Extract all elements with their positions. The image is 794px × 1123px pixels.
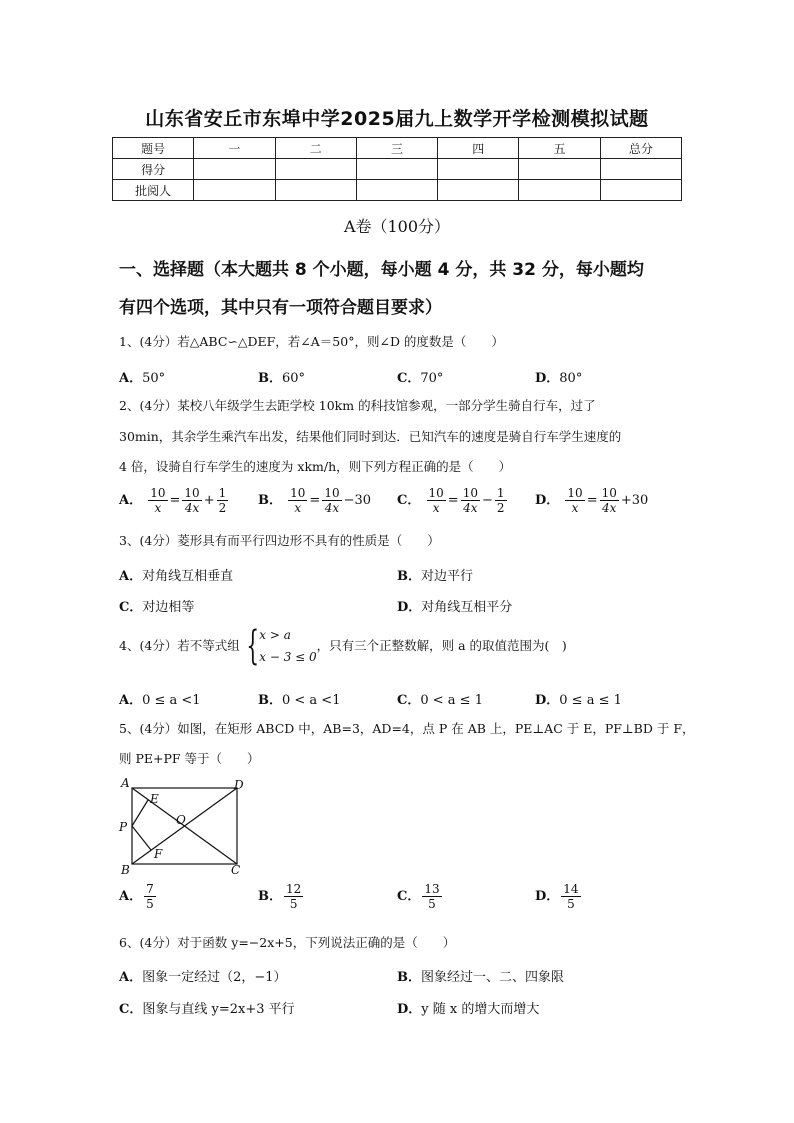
option-label: D． [397,600,422,615]
score-table-row [113,180,682,201]
fraction [495,486,507,515]
denominator: 2 [218,501,227,515]
label-a: A [121,776,130,790]
numerator: 10 [567,486,583,500]
part1-heading-line2: 有四个选项，其中只有一项符合题目要求） [119,298,442,318]
fraction [561,882,580,911]
q2-line1: 2、(4分）某校八年级学生去距学校 10km 的科技馆参观，一部分学生骑自行车，过了 [119,398,596,413]
label-c: C [231,863,241,876]
score-cell-empty [600,180,681,201]
option-text: 0 ≤ a ≤ 1 [559,693,622,708]
score-cell-empty [356,159,437,180]
score-cell-empty [275,180,356,201]
option-label: C． [397,693,421,708]
operator: = [586,493,598,508]
option-text: 80° [559,371,583,386]
option-text: y 随 x 的增大而增大 [421,1002,540,1017]
q1-option-a [119,367,165,386]
score-table-row [113,159,682,180]
option-label: B． [258,493,282,508]
denominator: 2 [496,501,505,515]
option-label: B． [397,569,421,584]
q6-option-a [119,966,287,985]
fraction [284,882,303,911]
score-table-cell: 一 [194,138,275,159]
q5-line2: 则 PE+PF 等于（ ） [119,751,260,766]
numerator: 10 [428,486,444,500]
fraction [217,486,229,515]
label-f: F [154,847,163,861]
numerator: 12 [286,882,302,896]
q4-option-c [397,689,483,708]
label-o: O [176,813,186,827]
option-label: C． [397,889,421,904]
score-cell-empty [519,159,600,180]
q5-option-d [535,882,583,911]
denominator: x [432,501,440,515]
q4-option-d [535,689,622,708]
numerator: 10 [601,486,617,500]
denominator: 4x [324,501,340,515]
label-p: P [119,820,128,834]
q6-option-b [397,966,564,985]
q5-line1: 5、(4分）如图，在矩形 ABCD 中，AB=3，AD=4，点 P 在 AB 上，PE⊥AC 于 E，PF⊥BD 于 F， [119,721,695,736]
option-label: A． [119,371,143,386]
score-table-cell: 总分 [600,138,681,159]
option-text: 0 < a ≤ 1 [420,693,483,708]
operator: − [481,493,493,508]
score-cell-empty [600,159,681,180]
option-label: A． [119,493,143,508]
fraction [565,486,584,515]
brace-symbol: { [246,623,259,669]
denominator: x [154,501,162,515]
score-table-cell: 三 [356,138,437,159]
fraction [600,486,619,515]
option-label: C． [119,600,143,615]
q6-option-d [397,998,539,1017]
q4-option-a [119,689,201,708]
q3-option-d [397,596,512,615]
q2-line2: 30min，其余学生乘汽车出发，结果他们同时到达．已知汽车的速度是骑自行车学生速度的 [119,429,622,444]
denominator: 5 [428,897,436,911]
q3-stem: 3、(4分）菱形具有而平行四边形不具有的性质是（ ） [119,533,440,548]
q5-option-b [258,882,305,911]
numerator: 10 [324,486,340,500]
inequality-2: x − 3 ≤ 0 [259,650,317,664]
q2-option-b [258,486,371,515]
option-text: 0 ≤ a <1 [142,693,201,708]
q4-prefix: 4、(4分）若不等式组 [119,638,240,653]
option-label: D． [535,889,560,904]
numerator: 1 [496,486,505,500]
option-label: C． [119,1002,143,1017]
q5-option-a [119,882,158,911]
score-cell-empty [438,159,519,180]
numerator: 10 [290,486,306,500]
fraction [322,486,341,515]
numerator: 10 [150,486,166,500]
segment-pf [132,826,151,850]
denominator: 4x [602,501,617,515]
option-label: B． [258,371,282,386]
option-text: 0 < a <1 [282,693,341,708]
option-text: 50° [142,371,166,386]
score-table-cell: 四 [438,138,519,159]
q2-option-a [119,486,230,515]
option-text: 70° [420,371,444,386]
q1-option-d [535,367,582,386]
operator: +30 [620,493,649,508]
score-cell-empty [194,180,275,201]
fraction [288,486,307,515]
fraction [148,486,167,515]
numerator: 7 [146,882,154,896]
part1-heading-line1: 一、选择题（本大题共 8 个小题，每小题 4 分，共 32 分，每小题均 [119,260,644,280]
numerator: 10 [184,486,200,500]
score-table-row-label: 批阅人 [113,180,194,201]
inequality-1: x > a [259,628,291,642]
score-table [112,137,682,201]
option-text: 图象经过一、二、四象限 [421,970,565,985]
option-text: 60° [282,371,306,386]
q6-stem: 6、(4分）对于函数 y=−2x+5，下列说法正确的是（ ） [119,935,456,950]
score-table-cell: 二 [275,138,356,159]
option-text: 对边相等 [142,600,195,615]
q3-option-a [119,565,233,584]
fraction [182,486,201,515]
option-text: 对角线互相垂直 [142,569,234,584]
score-table-cell: 五 [519,138,600,159]
q3-option-b [397,565,473,584]
q2-line3: 4 倍，设骑自行车学生的速度为 xkm/h，则下列方程正确的是（ ） [119,459,512,474]
score-cell-empty [194,159,275,180]
label-d: D [234,778,244,792]
q1-option-b [258,367,305,386]
fraction [427,486,446,515]
inequality-system [259,624,316,668]
option-text: 对边平行 [421,569,474,584]
denominator: 5 [567,897,575,911]
q5-option-c [397,882,444,911]
label-e: E [150,792,159,806]
fraction [422,882,441,911]
denominator: 5 [146,897,154,911]
score-cell-empty [356,180,437,201]
numerator: 10 [462,486,478,500]
option-text: 图象与直线 y=2x+3 平行 [142,1002,295,1017]
q3-option-c [119,596,194,615]
option-label: B． [397,970,421,985]
segment-pe [132,800,148,826]
option-label: A． [119,693,143,708]
q4-stem [119,624,567,668]
q1-stem: 1、(4分）若△ABC∽△DEF，若∠A＝50°，则∠D 的度数是（ ） [119,334,504,349]
score-cell-empty [275,159,356,180]
numerator: 1 [218,486,227,500]
q2-option-c [397,486,509,515]
q6-option-c [119,998,295,1017]
score-table-header-row [113,138,682,159]
score-table-cell: 题号 [113,138,194,159]
numerator: 14 [563,882,579,896]
section-a-heading: A卷（100分） [343,217,451,236]
operator: −30 [343,493,372,508]
denominator: x [571,501,579,515]
operator: = [169,493,181,508]
option-label: A． [119,889,143,904]
denominator: 5 [289,897,298,911]
rectangle-figure [115,776,255,876]
q1-option-c [397,367,443,386]
option-label: D． [535,371,560,386]
option-label: C． [397,371,421,386]
score-cell-empty [519,180,600,201]
q4-option-b [258,689,340,708]
label-b: B [121,863,130,876]
fraction [461,486,480,515]
numerator: 13 [424,882,440,896]
fraction [144,882,156,911]
denominator: 4x [184,501,200,515]
option-label: B． [258,693,282,708]
score-cell-empty [438,180,519,201]
option-label: D． [535,693,560,708]
option-label: D． [535,493,560,508]
option-label: A． [119,970,143,985]
operator: = [447,493,459,508]
denominator: x [294,501,302,515]
option-label: C． [397,493,421,508]
score-table-row-label: 得分 [113,159,194,180]
option-label: B． [258,889,282,904]
q4-suffix: ，只有三个正整数解，则 a 的取值范围为( ) [316,638,567,653]
option-label: D． [397,1002,422,1017]
operator: = [309,493,321,508]
page-title: 山东省安丘市东埠中学2025届九上数学开学检测模拟试题 [145,108,649,130]
option-label: A． [119,569,143,584]
q2-option-d [535,486,648,515]
option-text: 对角线互相平分 [421,600,513,615]
denominator: 4x [463,501,478,515]
option-text: 图象一定经过（2，−1） [142,970,287,985]
operator: + [203,493,215,508]
